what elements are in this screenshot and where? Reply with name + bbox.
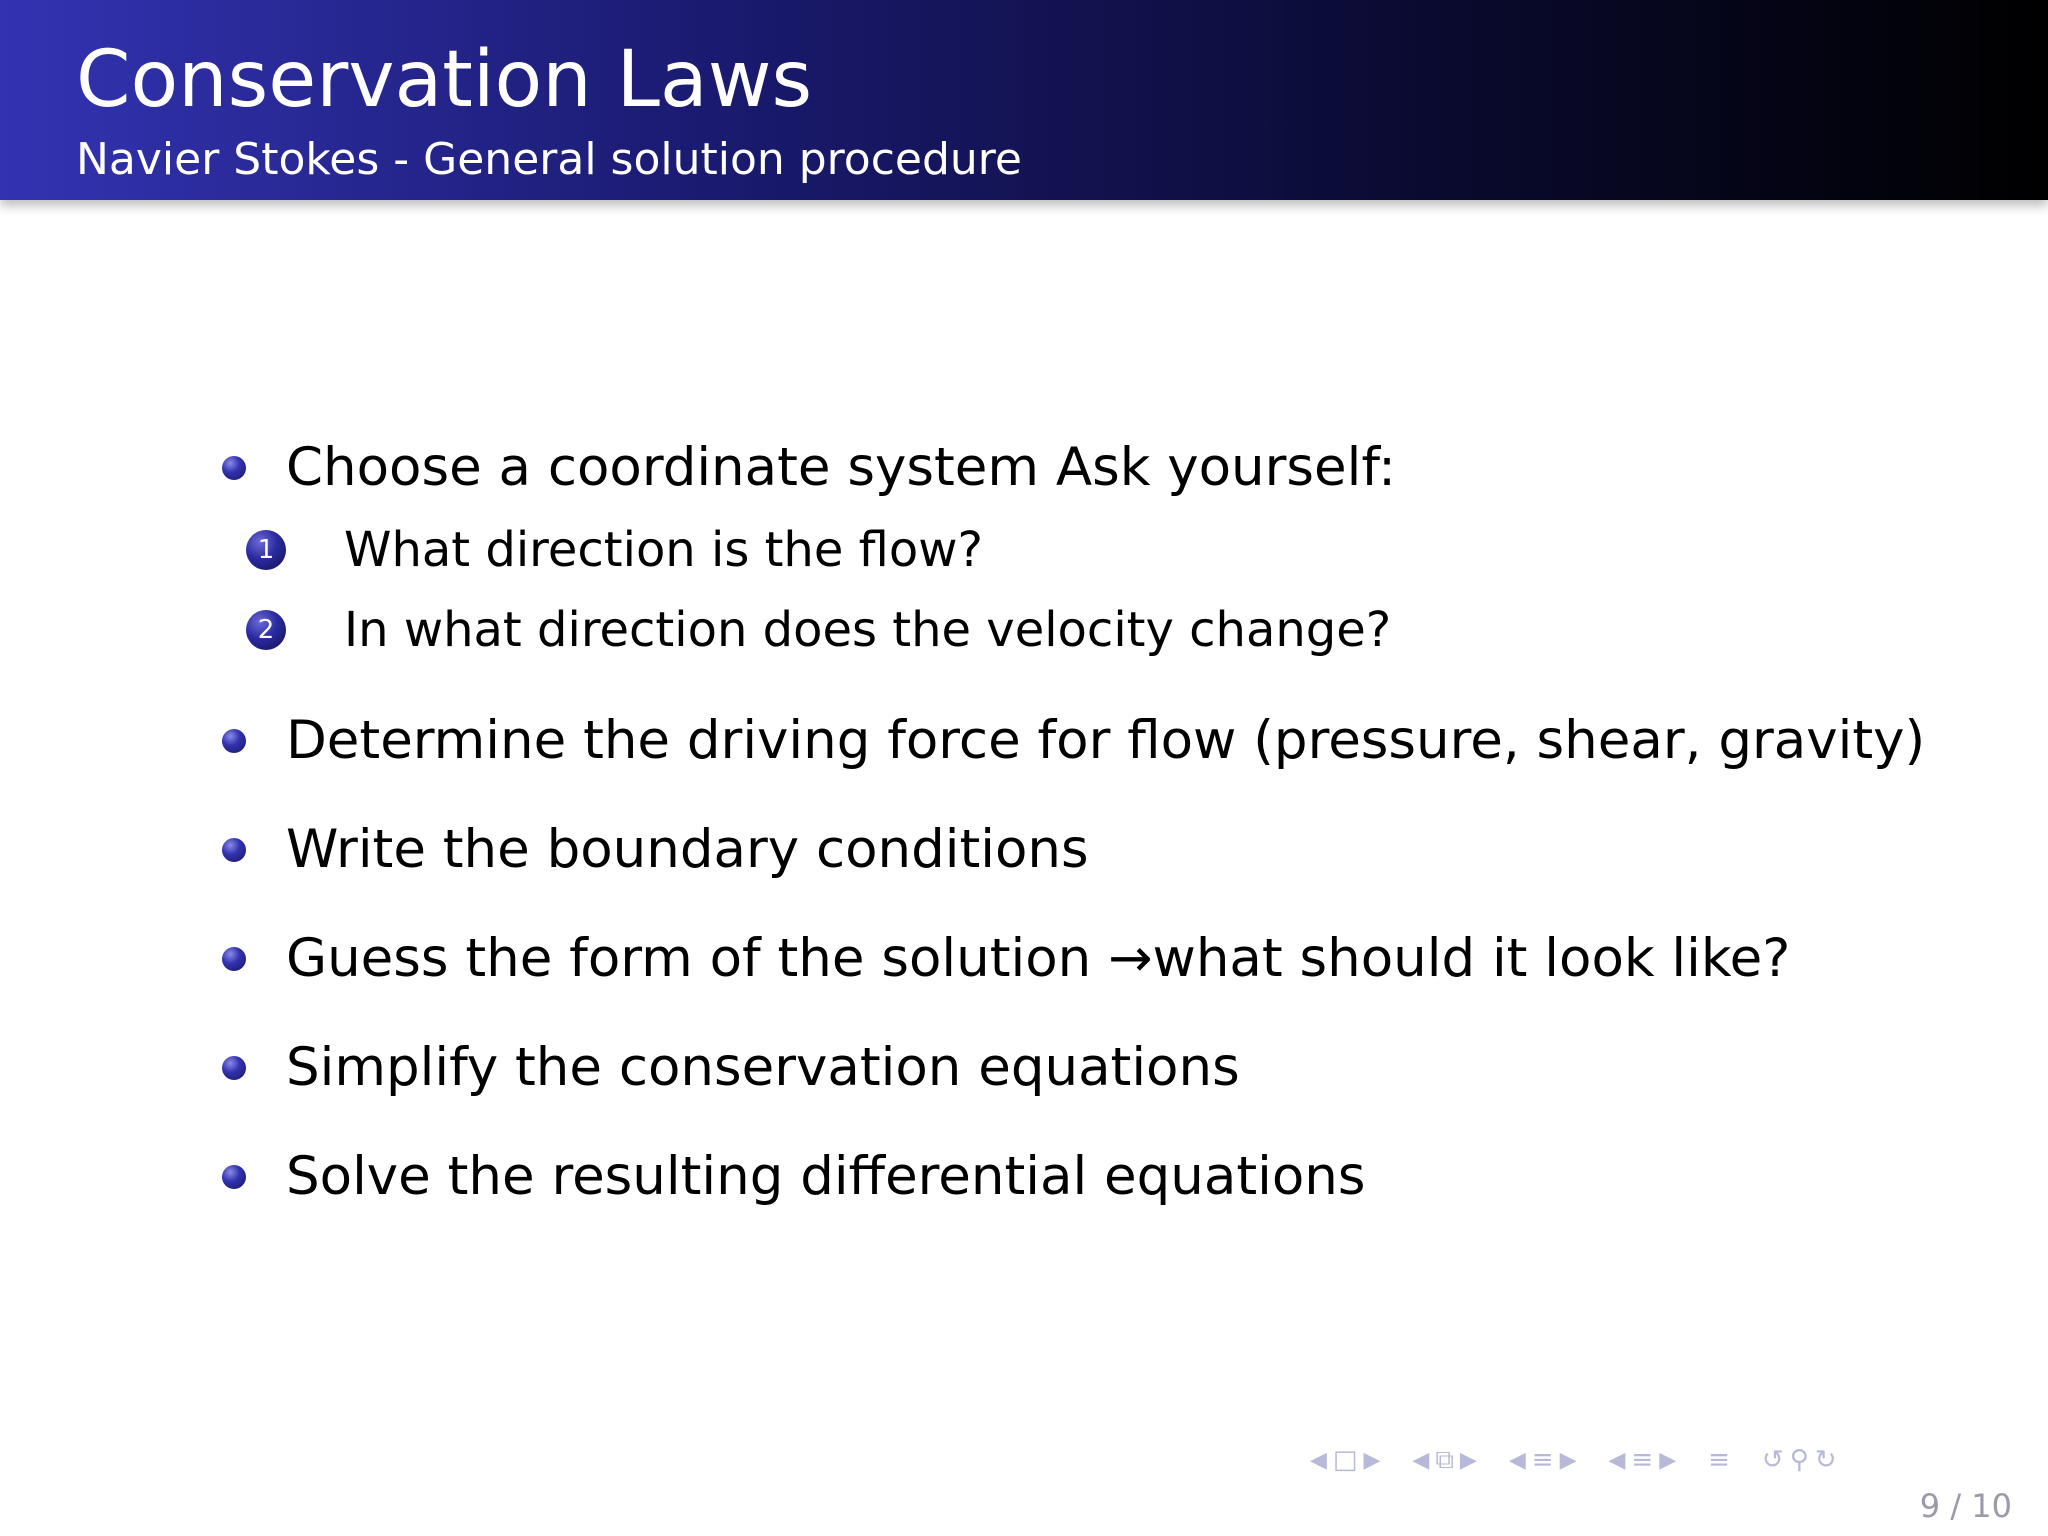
sub-item xyxy=(222,590,2022,670)
nav-prev-icon[interactable]: ◀ xyxy=(1412,1447,1430,1473)
sub-item-text: In what direction does the velocity change? xyxy=(344,602,1392,658)
nav-search-icon[interactable]: ⚲ xyxy=(1789,1445,1809,1475)
slide-content xyxy=(222,430,2022,1248)
nav-redo-icon[interactable]: ↻ xyxy=(1814,1445,1837,1475)
sub-item xyxy=(222,510,2022,590)
bullet-item xyxy=(222,921,2022,997)
nav-next-icon[interactable]: ▶ xyxy=(1559,1447,1577,1473)
nav-section-group[interactable] xyxy=(1509,1445,1577,1475)
bullet-item xyxy=(222,812,2022,888)
nav-subsection-icon[interactable]: ⧉ xyxy=(1435,1444,1454,1475)
bullet-item xyxy=(222,1139,2022,1215)
bullet-icon xyxy=(222,729,246,753)
page-number: 9 / 10 xyxy=(1919,1487,2012,1525)
nav-frame-icon[interactable]: □ xyxy=(1332,1445,1358,1475)
bullet-text: Simplify the conservation equations xyxy=(286,1037,1240,1098)
nav-prev-icon[interactable]: ◀ xyxy=(1310,1447,1327,1473)
bullet-item xyxy=(222,1030,2022,1106)
nav-frame-group[interactable] xyxy=(1310,1445,1380,1475)
bullet-item xyxy=(222,703,2022,779)
number-badge-icon: 2 xyxy=(246,610,286,650)
nav-next-icon[interactable]: ▶ xyxy=(1363,1447,1381,1473)
nav-next-icon[interactable]: ▶ xyxy=(1459,1447,1477,1473)
slide-subtitle: Navier Stokes - General solution procedure xyxy=(76,134,1022,185)
bullet-icon xyxy=(222,456,246,480)
beamer-navigation-bar xyxy=(1310,1440,1859,1480)
bullet-icon xyxy=(222,947,246,971)
nav-prev-icon[interactable]: ◀ xyxy=(1608,1447,1626,1473)
sub-item-text: What direction is the flow? xyxy=(344,522,983,578)
nav-toc-icon[interactable]: ≡ xyxy=(1708,1445,1730,1475)
nav-prev-icon[interactable]: ◀ xyxy=(1508,1447,1526,1473)
bullet-icon xyxy=(222,1056,246,1080)
nav-undo-icon[interactable]: ↺ xyxy=(1761,1445,1784,1475)
nav-presentation-group[interactable] xyxy=(1608,1445,1676,1475)
nav-toc-group[interactable] xyxy=(1708,1445,1730,1475)
nav-section-icon[interactable]: ≡ xyxy=(1531,1445,1554,1475)
bullet-text: Guess the form of the solution →what should it look like? xyxy=(286,928,1791,989)
bullet-item xyxy=(222,430,2022,670)
bullet-icon xyxy=(222,838,246,862)
nav-subsection-group[interactable] xyxy=(1412,1445,1476,1476)
bullet-text: Solve the resulting differential equations xyxy=(286,1146,1366,1207)
sub-list xyxy=(257,510,2022,670)
nav-presentation-icon[interactable]: ≡ xyxy=(1631,1445,1654,1475)
bullet-list xyxy=(222,430,2022,1215)
slide-title: Conservation Laws xyxy=(76,35,813,125)
slide-header xyxy=(0,0,2048,200)
bullet-icon xyxy=(222,1165,246,1189)
number-badge-icon: 1 xyxy=(246,530,286,570)
bullet-text: Determine the driving force for flow (pressure, shear, gravity) xyxy=(286,710,1926,771)
nav-search-group[interactable] xyxy=(1762,1445,1837,1475)
bullet-text: Choose a coordinate system Ask yourself: xyxy=(286,437,1396,498)
nav-next-icon[interactable]: ▶ xyxy=(1659,1447,1677,1473)
bullet-text: Write the boundary conditions xyxy=(286,819,1089,880)
